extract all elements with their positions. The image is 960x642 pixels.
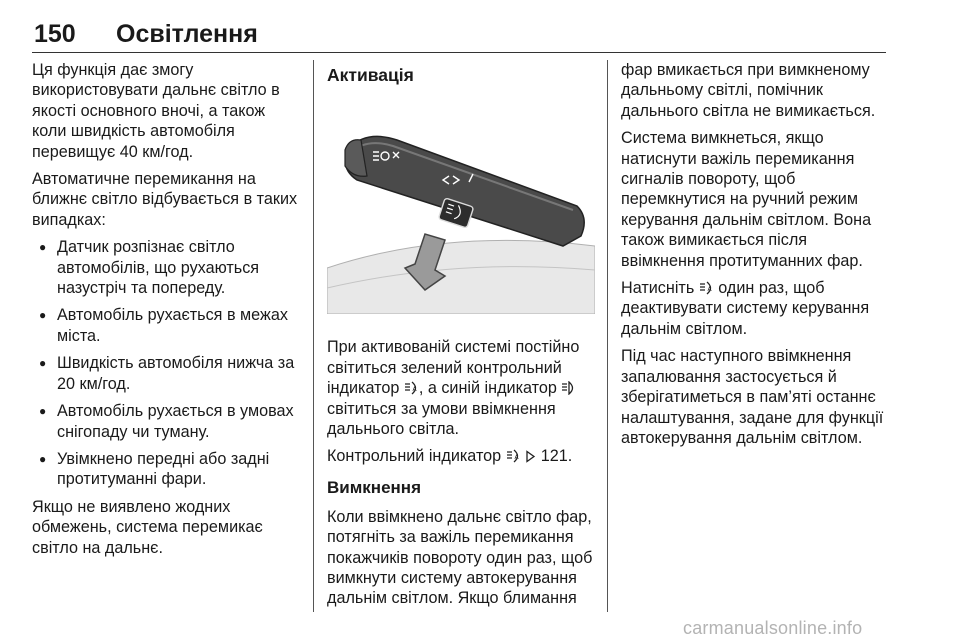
page-header	[32, 18, 886, 53]
svg-text:A: A	[412, 386, 417, 394]
watermark: carmanualsonline.info	[683, 618, 863, 638]
list-item: ● Автомобіль рухається в межах міста.	[32, 305, 304, 346]
list-item: ● Швидкість автомобіля нижча за 20 км/год.	[32, 353, 304, 394]
auto-high-beam-icon	[404, 381, 419, 395]
column-3	[621, 60, 893, 455]
high-beam-icon	[561, 381, 576, 395]
stalk-illustration	[327, 118, 595, 314]
column-divider	[313, 60, 314, 612]
svg-text:A: A	[514, 454, 519, 462]
closing-paragraph: Якщо не виявлено жодних обмежень, система перемикає світло на дальнє.	[32, 497, 263, 557]
list-item: ● Увімкнено передні або задні протитуманні фари.	[32, 449, 304, 490]
auto-high-beam-icon	[506, 449, 521, 463]
auto-high-beam-icon	[699, 281, 714, 295]
manual-mode-paragraph: Система вимкнеться, якщо натиснути важіль перемикання сигналів повороту, щоб перемкнутися на ручний режим керування дальнім світлом. Вона також вимикається після ввімкнення протитуманних фар.	[621, 129, 872, 270]
continued-paragraph: фар вмикається при вимкненому дальньому світлі, помічник дальнього світла не вимикається.	[621, 61, 876, 120]
intro-paragraph: Ця функція дає змогу використовувати дальнє світло в якості основного вночі, а також коли швидкість автомобіля перевищує 40 км/год.	[32, 61, 280, 161]
activation-paragraph: При активованій системі постійно світиться зелений контрольний індикатор A , а синій індикатор світиться за умови ввімкнення дальнього світла.	[327, 338, 580, 439]
column-2	[327, 60, 595, 616]
column-1	[32, 60, 304, 565]
heading-deactivation: Вимкнення	[327, 477, 421, 497]
svg-text:A: A	[707, 286, 712, 294]
page-reference-arrow-icon	[525, 450, 536, 463]
press-button-paragraph: Натисніть A один раз, щоб деактивувати систему керування дальнім світлом.	[621, 279, 870, 338]
list-item: ● Датчик розпізнає світло автомобілів, що рухаються назустріч та попереду.	[32, 237, 304, 298]
memory-paragraph: Під час наступного ввімкнення запалювання застосується й зберігатиметься в пам’яті останнє налаштування, задане для функції автокерування дальнім світлом.	[621, 347, 884, 447]
deactivation-paragraph: Коли ввімкнено дальнє світло фар, потягніть за важіль перемикання покажчиків повороту один раз, щоб вимкнути систему автокерування дальнім світлом. Якщо блимання	[327, 507, 593, 608]
conditions-intro: Автоматичне перемикання на ближнє світло відбувається в таких випадках:	[32, 170, 298, 229]
conditions-list	[32, 237, 304, 489]
heading-activation: Активація	[327, 65, 414, 85]
page-number: 150	[34, 20, 76, 48]
list-item: ● Автомобіль рухається в умовах снігопаду чи туману.	[32, 401, 304, 442]
column-divider	[607, 60, 608, 612]
indicator-reference: Контрольний індикатор A 121.	[327, 447, 573, 466]
section-title: Освітлення	[116, 20, 258, 48]
